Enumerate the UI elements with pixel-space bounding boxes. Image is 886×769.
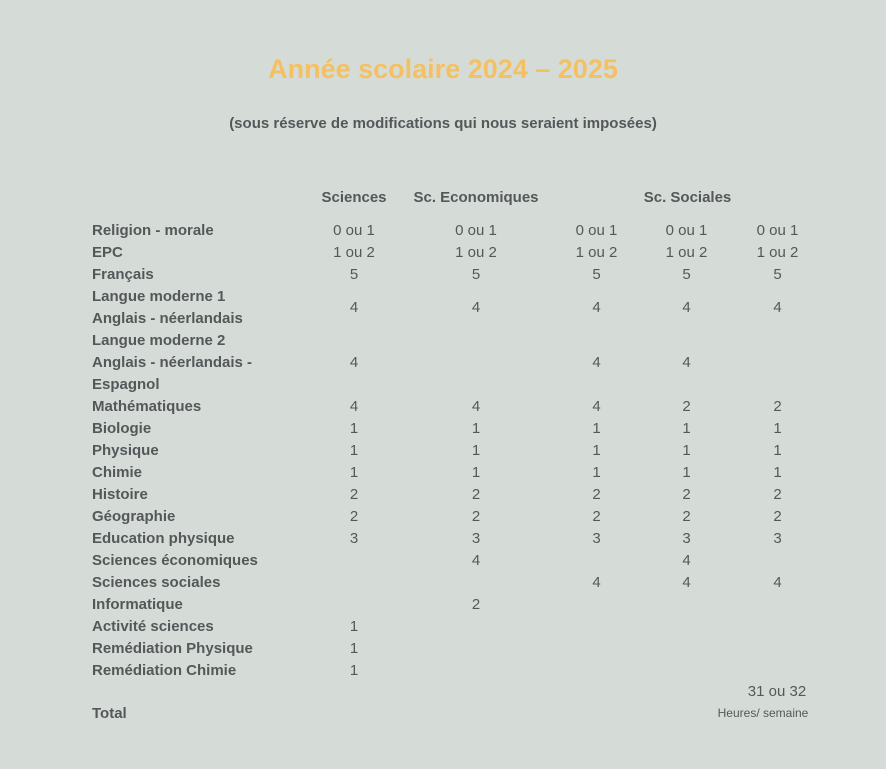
- hours-cell: 2: [773, 486, 782, 503]
- hours-cell: 1: [682, 464, 691, 481]
- hours-cell: 1: [471, 420, 481, 437]
- hours-cell: 2: [682, 398, 691, 415]
- hours-cell: [639, 594, 734, 616]
- hours-cell: 2: [471, 596, 481, 613]
- hours-cell: 5: [592, 266, 601, 283]
- hours-cell: 1 ou 2: [575, 244, 618, 261]
- hours-cell: [639, 638, 734, 660]
- subject-label-line: Anglais - néerlandais -: [92, 354, 253, 371]
- table-row: [92, 220, 821, 242]
- hours-cell: 2: [773, 398, 782, 415]
- hours-cell: 1 ou 2: [665, 244, 708, 261]
- hours-cell: 2: [682, 508, 691, 525]
- hours-cell: 1: [773, 420, 782, 437]
- hours-cell: [734, 594, 821, 616]
- column-header-sc-economiques: Sc. Economiques: [413, 189, 539, 206]
- subject-label: Sciences économiques: [92, 552, 258, 569]
- page-title: Année scolaire 2024 – 2025: [268, 54, 618, 84]
- subject-label: Informatique: [92, 596, 183, 613]
- subject-label: Histoire: [92, 486, 148, 503]
- page-subtitle: (sous réserve de modifications qui nous seraient imposées): [229, 115, 657, 132]
- hours-cell: [310, 594, 398, 616]
- column-header-sciences: Sciences: [321, 189, 387, 206]
- hours-cell: 4: [592, 398, 601, 415]
- hours-cell: 1: [349, 442, 359, 459]
- hours-cell: [398, 660, 554, 682]
- hours-cell: [310, 550, 398, 572]
- hours-cell: [734, 330, 821, 396]
- table-row: [92, 462, 821, 484]
- hours-cell: 1: [471, 464, 481, 481]
- hours-cell: 4: [592, 354, 601, 371]
- subject-label: [92, 330, 310, 396]
- hours-cell: [398, 572, 554, 594]
- table-row: [92, 484, 821, 506]
- hours-cell: 3: [682, 530, 691, 547]
- subject-label: Remédiation Physique: [92, 640, 253, 657]
- hours-cell: 4: [773, 299, 782, 316]
- hours-cell: 4: [592, 574, 601, 591]
- hours-cell: 2: [471, 508, 481, 525]
- subject-label: Remédiation Chimie: [92, 662, 237, 679]
- hours-cell: 3: [773, 530, 782, 547]
- hours-cell: 4: [682, 552, 691, 569]
- hours-cell: 4: [471, 552, 481, 569]
- subject-label: Biologie: [92, 420, 152, 437]
- hours-cell: [639, 616, 734, 638]
- hours-cell: 0 ou 1: [455, 222, 497, 239]
- hours-cell: 2: [592, 508, 601, 525]
- hours-cell: 4: [682, 574, 691, 591]
- hours-cell: 4: [682, 299, 691, 316]
- hours-cell: [398, 330, 554, 396]
- hours-cell: [310, 572, 398, 594]
- timetable-body: [92, 220, 821, 682]
- table-row: [92, 638, 821, 660]
- hours-cell: 2: [471, 486, 481, 503]
- hours-cell: 1: [592, 442, 601, 459]
- hours-cell: 1: [773, 464, 782, 481]
- hours-cell: [398, 616, 554, 638]
- subject-label: Religion - morale: [92, 222, 214, 239]
- hours-cell: 3: [592, 530, 601, 547]
- table-row: [92, 264, 821, 286]
- hours-cell: 1: [773, 442, 782, 459]
- hours-cell: 0 ou 1: [756, 222, 799, 239]
- hours-cell: 4: [773, 574, 782, 591]
- hours-cell: 2: [349, 508, 359, 525]
- hours-cell: 2: [349, 486, 359, 503]
- hours-cell: [554, 550, 639, 572]
- subject-label: EPC: [92, 244, 123, 261]
- hours-cell: [639, 660, 734, 682]
- subject-label-line: Anglais - néerlandais: [92, 310, 243, 327]
- hours-cell: 0 ou 1: [575, 222, 618, 239]
- table-row: [92, 572, 821, 594]
- hours-cell: 1 ou 2: [455, 244, 497, 261]
- table-row: [92, 616, 821, 638]
- hours-cell: [734, 638, 821, 660]
- subject-label: Chimie: [92, 464, 143, 481]
- table-row: [92, 330, 821, 396]
- hours-cell: 1: [682, 420, 691, 437]
- hours-cell: [554, 660, 639, 682]
- hours-cell: [398, 638, 554, 660]
- table-row: [92, 528, 821, 550]
- hours-cell: 1: [682, 442, 691, 459]
- hours-cell: 5: [682, 266, 691, 283]
- total-unit: Heures/ semaine: [717, 706, 809, 720]
- subject-label: Français: [92, 266, 154, 283]
- subject-label-line: Espagnol: [92, 376, 160, 393]
- subject-label: Sciences sociales: [92, 574, 221, 591]
- hours-cell: 0 ou 1: [333, 222, 375, 239]
- hours-cell: [554, 616, 639, 638]
- total-label: Total: [92, 705, 127, 722]
- hours-cell: 0 ou 1: [665, 222, 708, 239]
- hours-cell: 1: [349, 640, 359, 657]
- total-value: 31 ou 32: [747, 683, 807, 700]
- hours-cell: [554, 594, 639, 616]
- table-row: [92, 506, 821, 528]
- hours-cell: 1 ou 2: [756, 244, 799, 261]
- hours-cell: 1: [592, 464, 601, 481]
- subject-label: [92, 286, 310, 330]
- hours-cell: 4: [471, 398, 481, 415]
- hours-cell: 1: [349, 420, 359, 437]
- hours-cell: [734, 616, 821, 638]
- subject-label: Activité sciences: [92, 618, 214, 635]
- subject-label: Physique: [92, 442, 159, 459]
- hours-cell: 3: [471, 530, 481, 547]
- table-row: [92, 242, 821, 264]
- subject-label-line: Langue moderne 1: [92, 288, 226, 305]
- table-row: [92, 550, 821, 572]
- table-row: [92, 396, 821, 418]
- hours-cell: 1 ou 2: [333, 244, 375, 261]
- hours-cell: [734, 550, 821, 572]
- column-header-sc-sociales: Sc. Sociales: [643, 189, 732, 206]
- hours-cell: 4: [471, 299, 481, 316]
- hours-cell: 1: [592, 420, 601, 437]
- hours-cell: 4: [682, 354, 691, 371]
- hours-cell: 3: [349, 530, 359, 547]
- hours-cell: [734, 660, 821, 682]
- timetable-grid: [92, 220, 821, 682]
- table-row: [92, 418, 821, 440]
- hours-cell: 4: [349, 398, 359, 415]
- subject-label: Mathématiques: [92, 398, 202, 415]
- hours-cell: 2: [592, 486, 601, 503]
- hours-cell: 5: [471, 266, 481, 283]
- hours-cell: 1: [349, 662, 359, 679]
- subject-label-line: Langue moderne 2: [92, 332, 226, 349]
- hours-cell: 4: [592, 299, 601, 316]
- subject-label: Education physique: [92, 530, 235, 547]
- table-row: [92, 440, 821, 462]
- table-row: [92, 594, 821, 616]
- hours-cell: 5: [773, 266, 782, 283]
- table-row: [92, 286, 821, 330]
- hours-cell: 4: [349, 354, 359, 371]
- subject-label: Géographie: [92, 508, 176, 525]
- hours-cell: 1: [349, 618, 359, 635]
- hours-cell: 2: [682, 486, 691, 503]
- table-row: [92, 660, 821, 682]
- hours-cell: 4: [349, 299, 359, 316]
- hours-cell: 2: [773, 508, 782, 525]
- hours-cell: 5: [349, 266, 359, 283]
- hours-cell: 1: [471, 442, 481, 459]
- hours-cell: [554, 638, 639, 660]
- hours-cell: 1: [349, 464, 359, 481]
